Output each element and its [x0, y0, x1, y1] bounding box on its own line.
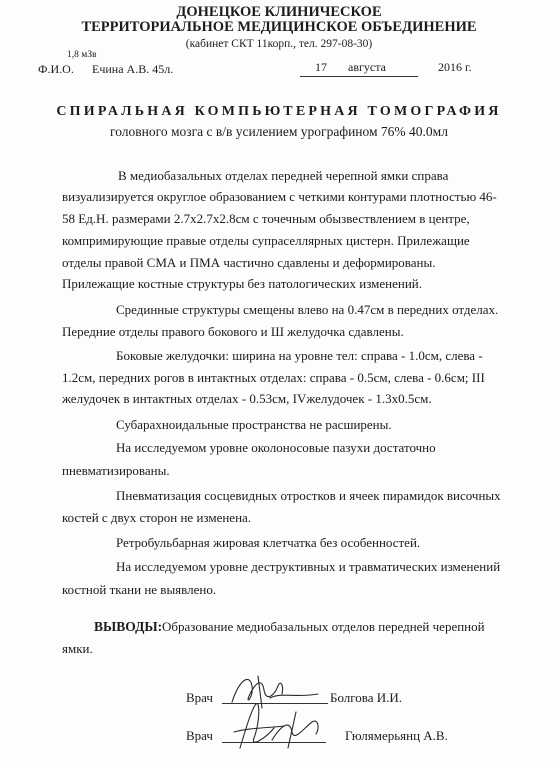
finding-line: На исследуемом уровне деструктивных и травматических изменений	[116, 559, 501, 574]
finding-line: В медиобазальных отделах передней черепной ямки справа	[118, 168, 449, 183]
doctor-name: Гюлямерьянц А.В.	[345, 728, 448, 743]
date-month: августа	[348, 60, 386, 74]
radiation-dose: 1,8 мЗв	[67, 50, 97, 60]
org-name-line1: ДОНЕЦКОЕ КЛИНИЧЕСКОЕ	[176, 4, 382, 20]
fio-label: Ф.И.О.	[38, 62, 74, 76]
finding-line: Срединные структуры смещены влево на 0.47см в передних отделах.	[116, 302, 499, 317]
doctor-role-label: Врач	[186, 690, 213, 705]
finding-line: Пневматизация сосцевидных отростков и ячеек пирамидок височных	[116, 488, 501, 503]
finding-line: На исследуемом уровне околоносовые пазухи достаточно	[116, 440, 436, 455]
study-title: СПИРАЛЬНАЯ КОМПЬЮТЕРНАЯ ТОМОГРАФИЯ	[56, 104, 502, 119]
finding-line: Передние отделы правого бокового и Ш желудочка сдавлены.	[62, 324, 404, 339]
conclusion-text: Образование медиобазальных отделов передней черепной	[162, 619, 485, 634]
date-day: 17	[315, 60, 327, 74]
finding-line: визуализируется округлое образованием с четкими контурами плотностью 46-	[62, 189, 497, 204]
doctor-role-label: Врач	[186, 728, 213, 743]
finding-line: Субарахноидальные пространства не расширены.	[116, 417, 392, 432]
office-info: (кабинет СКТ 11корп., тел. 297-08-30)	[185, 38, 373, 50]
finding-line: костной ткани не выявлено.	[62, 582, 217, 597]
date-underline	[300, 76, 418, 77]
finding-line: желудочек в интактных отделах - 0.53см, IVжелудочек - 1.3х0.5см.	[62, 391, 432, 406]
study-subtitle: головного мозга с в/в усилением урографином 76% 40.0мл	[110, 124, 448, 139]
doctor-name: Болгова И.И.	[330, 690, 403, 705]
conclusion-text-continued: ямки.	[62, 641, 93, 656]
finding-line: компримирующие правые отделы супраселлярных цистерн. Прилежащие	[62, 233, 470, 248]
handwritten-signature-2	[226, 698, 344, 756]
finding-line: Прилежащие костные структуры без патологических изменений.	[62, 276, 423, 291]
finding-line: Ретробульбарная жировая клетчатка без особенностей.	[116, 535, 421, 550]
finding-line: отделы правой СМА и ПМА частично сдавлены и деформированы.	[62, 255, 436, 270]
date-year: 2016 г.	[438, 60, 472, 74]
patient-name: Ечина А.В. 45л.	[92, 62, 174, 76]
conclusion-label: ВЫВОДЫ:	[94, 619, 163, 634]
finding-line: 1.2см, передних рогов в интактных отделах: справа - 0.5см, слева - 0.6см; III	[62, 370, 485, 385]
finding-line: пневматизированы.	[62, 463, 170, 478]
org-name-line2: ТЕРРИТОРИАЛЬНОЕ МЕДИЦИНСКОЕ ОБЪЕДИНЕНИЕ	[81, 19, 477, 35]
finding-line: 58 Ед.Н. размерами 2.7х2.7х2.8см с точечным обызвествлением в центре,	[62, 211, 470, 226]
finding-line: Боковые желудочки: ширина на уровне тел: справа - 1.0см, слева -	[116, 348, 483, 363]
finding-line: костей с двух сторон не изменена.	[62, 510, 252, 525]
